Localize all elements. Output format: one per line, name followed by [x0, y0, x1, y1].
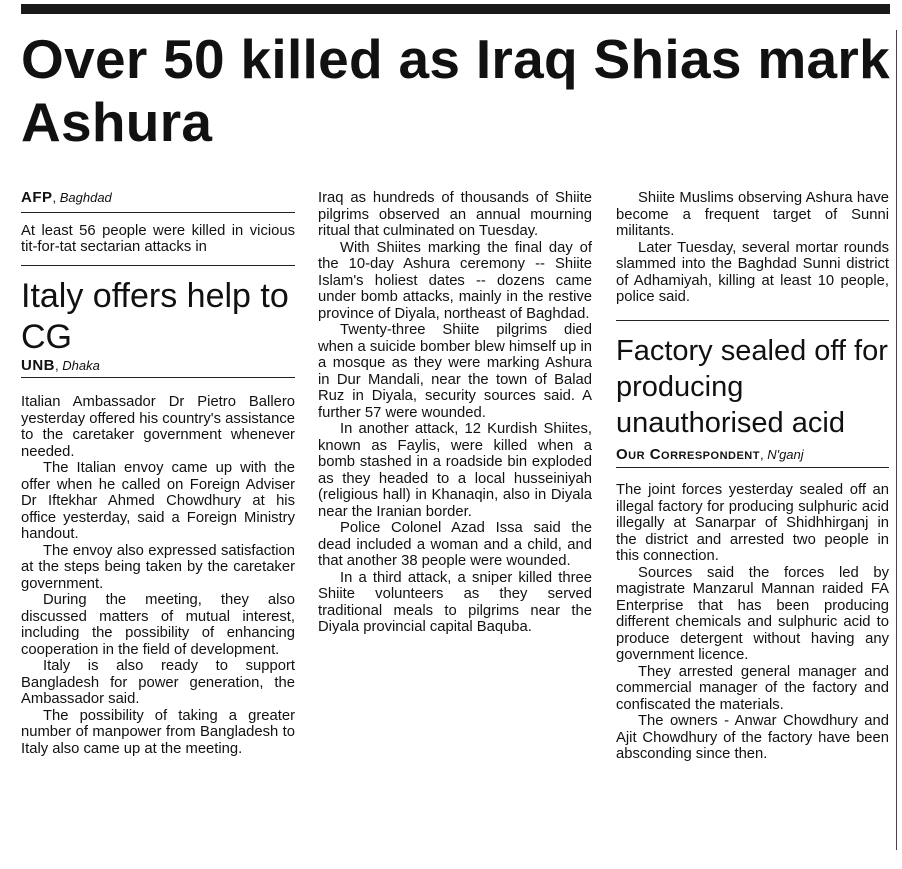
- factory-paragraph: They arrested general manager and commercial manager of the factory and confiscated the materials.: [616, 663, 889, 713]
- main-intro: At least 56 people were killed in vicious tit-for-tat sectarian attacks in: [21, 222, 295, 255]
- main-headline: Over 50 killed as Iraq Shias mark Ashura: [21, 28, 891, 153]
- main-paragraph: In a third attack, a sniper killed three Shiite volunteers as they served traditional meals to pilgrims near the Diyala provincial capital Baquba.: [318, 569, 592, 635]
- italy-headline: Italy offers help to CG: [21, 276, 289, 356]
- main-paragraph: Twenty-three Shiite pilgrims died when a suicide bomber blew himself up in a mosque as they were marking Ashura in Dur Mandali, near the town of Balad Ruz in Diyala, security sources said. A further 57 were wounded.: [318, 322, 592, 421]
- factory-paragraph: The joint forces yesterday sealed off an illegal factory for producing sulphuric acid illegally at Sanarpar of Shidhhirganj in the district and arrested two people in this connection.: [616, 482, 889, 564]
- main-paragraph: Police Colonel Azad Issa said the dead included a woman and a child, and that another 38 people were wounded.: [318, 520, 592, 569]
- factory-byline: Our Correspondent, N'ganj: [616, 445, 804, 463]
- main-paragraph: Later Tuesday, several mortar rounds slammed into the Baghdad Sunni district of Adhamiyah, killing at least 10 people, police said.: [616, 239, 889, 305]
- italy-paragraph: The Italian envoy came up with the offer when he called on Foreign Adviser Dr Iftekhar Ahmed Chowdhury at his office yesterday, said a Foreign Ministry handout.: [21, 460, 295, 542]
- top-rule: [21, 4, 890, 14]
- italy-byline-location: Dhaka: [62, 357, 100, 373]
- main-paragraph: In another attack, 12 Kurdish Shiites, known as Faylis, were killed when a bomb stashed in a roadside bin exploded as they headed to a local husseiniyah (religious hall) in Khanaqin, also in Diyala near the Iranian border.: [318, 421, 592, 520]
- story-divider: [21, 265, 295, 266]
- italy-paragraph: Italian Ambassador Dr Pietro Ballero yesterday offered his country's assistance to the caretaker government whenever needed.: [21, 394, 295, 460]
- byline-rule: [21, 212, 295, 223]
- italy-paragraph: The possibility of taking a greater number of manpower from Bangladesh to Italy also came up at the meeting.: [21, 707, 295, 757]
- byline-source: AFP: [21, 189, 53, 206]
- main-paragraph: Shiite Muslims observing Ashura have become a frequent target of Sunni militants.: [616, 190, 889, 239]
- italy-byline: UNB, Dhaka: [21, 356, 100, 374]
- italy-body: [21, 394, 295, 757]
- byline-location: Baghdad: [59, 190, 112, 205]
- factory-byline-location: N'ganj: [767, 446, 804, 462]
- italy-paragraph: During the meeting, they also discussed matters of mutual interest, including the possibility of enhancing cooperation in the field of development.: [21, 592, 295, 658]
- main-paragraph: With Shiites marking the final day of the 10-day Ashura ceremony -- Shiite Islam's holiest dates -- dozens came under bomb attacks, mainly in the restive province of Diyala, northeast of Baghdad.: [318, 239, 592, 322]
- italy-paragraph: Italy is also ready to support Bangladesh for power generation, the Ambassador said.: [21, 658, 295, 707]
- factory-paragraph: The owners - Anwar Chowdhury and Ajit Chowdhury of the factory have been absconding since then.: [616, 713, 889, 762]
- column-1: [21, 190, 295, 757]
- italy-paragraph: The envoy also expressed satisfaction at the steps being taken by the caretaker government.: [21, 542, 295, 592]
- right-border-line: [896, 30, 897, 850]
- column-2: [318, 190, 592, 636]
- main-paragraph: Iraq as hundreds of thousands of Shiite pilgrims observed an annual mourning ritual that culminated on Tuesday.: [318, 190, 592, 239]
- factory-headline: Factory sealed off for producing unauthorised acid: [616, 334, 888, 439]
- column-3: [616, 190, 889, 763]
- factory-paragraph: Sources said the forces led by magistrate Manzarul Mannan raided FA Enterprise that has been producing different chemicals and sulphuric acid to produce detergent without having any government licence.: [616, 564, 889, 663]
- factory-rule: [616, 467, 889, 468]
- italy-rule: [21, 377, 295, 378]
- italy-byline-source: UNB: [21, 356, 55, 374]
- factory-byline-source: Our Correspondent: [616, 445, 760, 463]
- factory-body: [616, 482, 889, 763]
- main-byline: AFP, Baghdad: [21, 189, 112, 206]
- story-divider: [616, 320, 889, 321]
